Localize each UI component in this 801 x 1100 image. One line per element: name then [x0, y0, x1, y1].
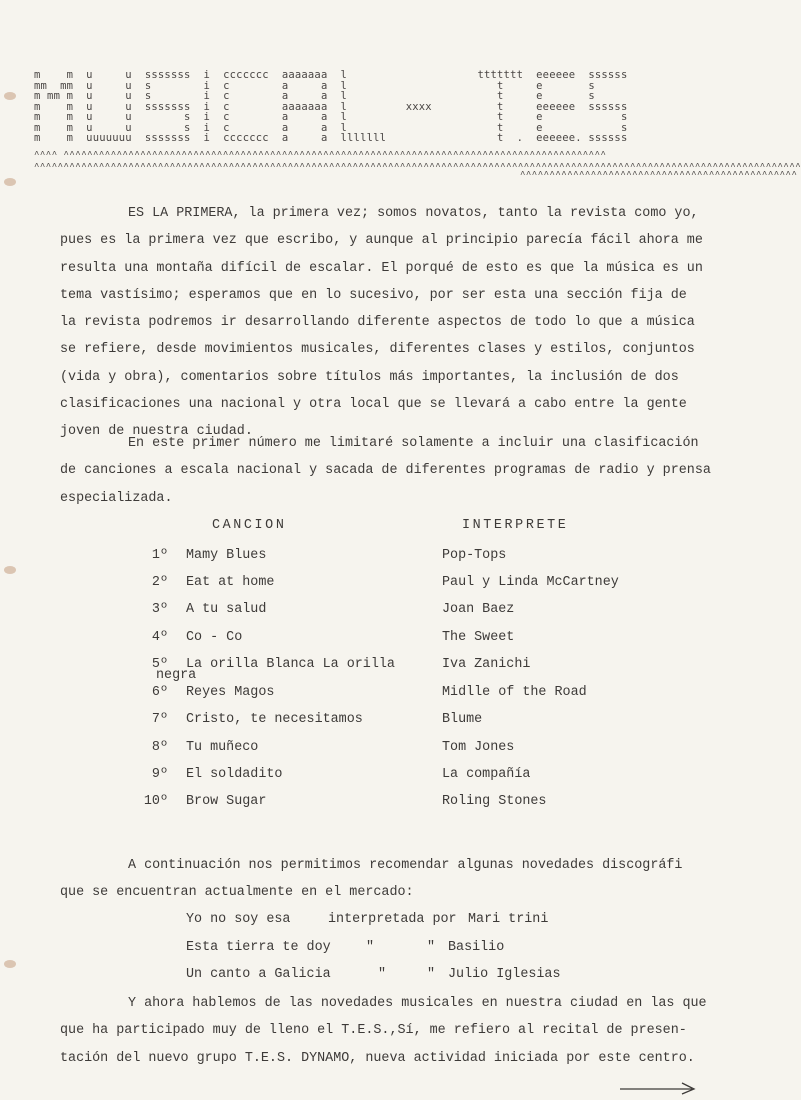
intro-paragraph: ES LA PRIMERA, la primera vez; somos novatos, tanto la revista como yo, pues es la primera vez que escribo, y aunque al principio parecía fácil ahora me resulta una montaña difícil de escalar. El porqué de esto es que la música es un tema vastísimo; esperamos que en lo sucesivo, por ser esta una sección fija de la revista podremos ir desarrollando diferente aspectos de todo lo que a música se refiere, desde movimientos musicales, diferentes clases y estilos, conjuntos (vida y obra), comentarios sobre títulos más importantes, la inclusión de dos clasificaciones una nacional y otra local que se llevará a cabo entre la gente joven de nuestra ciudad. — [60, 206, 703, 440]
banner-rule: ^^^^^^^^^^^^^^^^^^^^^^^^^^^^^^^^^^^^^^^^^^^^^^^ — [520, 170, 798, 180]
song-title: Co - Co — [186, 630, 243, 645]
artist-name: Blume — [442, 712, 483, 727]
artist-name: Joan Baez — [442, 602, 515, 617]
song-title: Tu muñeco — [186, 740, 259, 755]
record-title: Yo no soy esa — [186, 912, 291, 927]
recommendation-row — [0, 940, 778, 967]
chart-row — [0, 685, 778, 712]
song-title: Cristo, te necesitamos — [186, 712, 363, 727]
song-title: Eat at home — [186, 575, 275, 590]
chart-row — [0, 794, 778, 821]
artist-name: Iva Zanichi — [442, 657, 531, 672]
ditto-mark: " — [427, 940, 436, 955]
ditto-mark: " — [366, 940, 375, 955]
artist-name: Midlle of the Road — [442, 685, 587, 700]
artist-name: Paul y Linda McCartney — [442, 575, 619, 590]
chart-row — [0, 767, 778, 794]
chart-row — [0, 740, 778, 767]
recommend-paragraph: A continuación nos permitimos recomendar algunas novedades discográfi que se encuentran actualmente en el mercado: — [60, 858, 683, 901]
performer-name: Julio Iglesias — [448, 967, 561, 982]
continue-arrow-icon — [618, 1080, 698, 1094]
song-title: Reyes Magos — [186, 685, 275, 700]
artist-column-header: INTERPRETE — [462, 518, 569, 533]
song-title: Brow Sugar — [186, 794, 267, 809]
song-column-header: CANCION — [212, 518, 287, 533]
rank: 7º — [151, 712, 168, 727]
recommendation-row — [0, 912, 778, 939]
rank: 4º — [151, 630, 168, 645]
rank: 5º — [151, 657, 168, 672]
ditto-mark: " — [427, 967, 436, 982]
rank: 9º — [151, 767, 168, 782]
binder-mark — [4, 92, 16, 100]
artist-name: Pop-Tops — [442, 548, 507, 563]
chart-row — [0, 548, 778, 575]
closing-paragraph: Y ahora hablemos de las novedades musicales en nuestra ciudad en las que que ha participado muy de lleno el T.E.S.,Sí, me refiero al recital de presen- tación del nuevo grupo T.E.S. DYNAMO, nueva actividad iniciada por este centro. — [60, 996, 707, 1066]
typed-banner-musica-tes: m m u u sssssss i ccccccc aaaaaaa l ttttttt eeeeee ssssss mm mm u u s i c a a l t e s m mm m u u s i c a a l t e s m m u u sssssss i c aaaaaaa l xxxx t eeeeee ssssss m m u u s i c a a l t e s m m u u s i c a a l t e s m m uuuuuuu sssssss i ccccccc a a lllllll t . eeeeee. ssssss — [34, 69, 628, 144]
classification-paragraph: En este primer número me limitaré solamente a incluir una clasificación de canciones a escala nacional y sacada de diferentes programas de radio y prensa especializada. — [60, 436, 711, 506]
artist-name: The Sweet — [442, 630, 515, 645]
artist-name: Roling Stones — [442, 794, 547, 809]
rank: 8º — [151, 740, 168, 755]
song-title: El soldadito — [186, 767, 283, 782]
record-title: Esta tierra te doy — [186, 940, 331, 955]
chart-row — [0, 712, 778, 739]
interpreted-by-label: interpretada por — [328, 912, 457, 927]
chart-row — [0, 630, 778, 657]
chart-row — [0, 602, 778, 629]
chart-row — [0, 575, 778, 602]
song-title-extra: negra — [156, 668, 197, 683]
performer-name: Mari trini — [468, 912, 549, 927]
artist-name: La compañía — [442, 767, 531, 782]
song-title: Mamy Blues — [186, 548, 267, 563]
chart-row: 5º La orilla Blanca La orilla negra Iva Zanichi — [0, 657, 778, 684]
binder-mark — [4, 178, 16, 186]
ditto-mark: " — [378, 967, 387, 982]
rank: 2º — [151, 575, 168, 590]
banner-rule: ^^^^^^^^^^^^^^^^^^^^^^^^^^^^^^^^^^^^^^^^^^^^^^^^^^^^^^^^^^^^^^^^^^^^^^^^^^^^^^^^^^^^^^^^^^^^^^^^^^^^^^^^^^^^^^^^^^^^^^^^^^^^^^^^^^ — [34, 162, 801, 172]
rank: 1º — [151, 548, 168, 563]
song-title: A tu salud — [186, 602, 267, 617]
banner-rule: ^^^^ ^^^^^^^^^^^^^^^^^^^^^^^^^^^^^^^^^^^^^^^^^^^^^^^^^^^^^^^^^^^^^^^^^^^^^^^^^^^^^^^^^^^^^^^^^^^^ — [34, 150, 607, 160]
rank: 3º — [151, 602, 168, 617]
rank: 6º — [151, 685, 168, 700]
performer-name: Basilio — [448, 940, 505, 955]
rank: 10º — [143, 794, 168, 809]
record-title: Un canto a Galicia — [186, 967, 331, 982]
artist-name: Tom Jones — [442, 740, 515, 755]
